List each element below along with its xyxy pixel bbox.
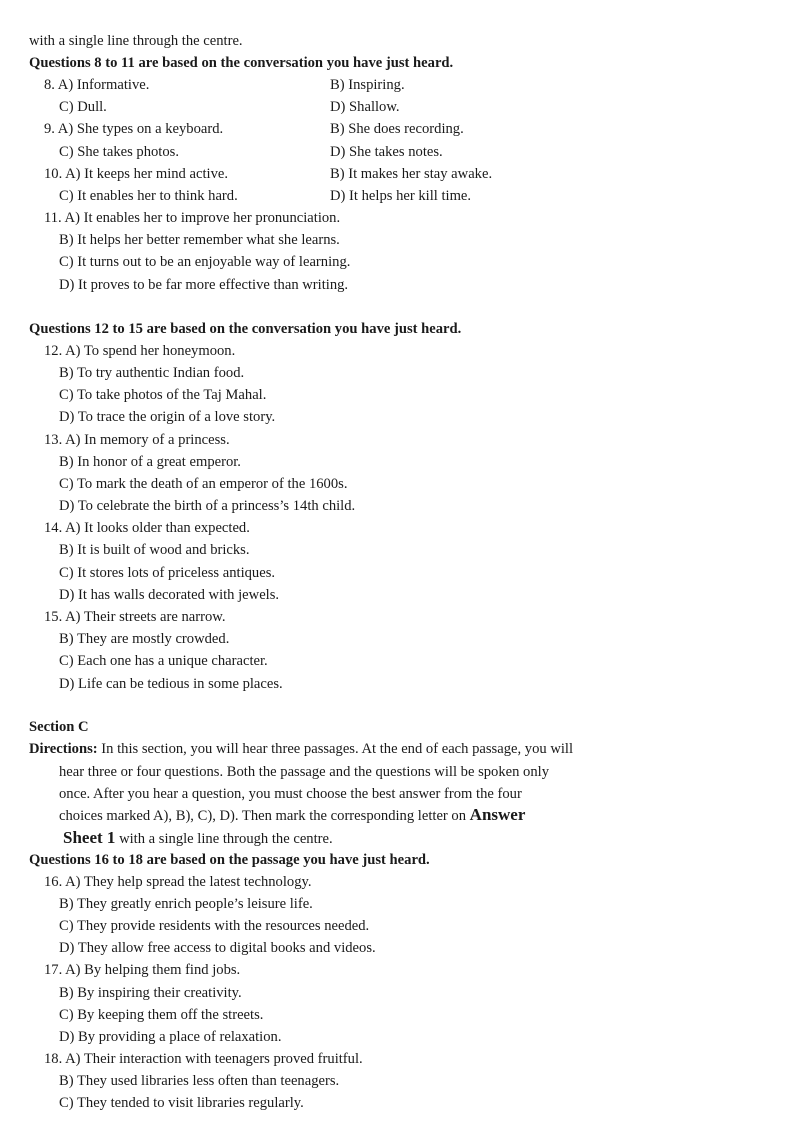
group-heading-12-15: Questions 12 to 15 are based on the conversation you have just heard. xyxy=(29,321,462,337)
q14-option-c: C) It stores lots of priceless antiques. xyxy=(59,565,276,581)
directions-text-4: choices marked A), B), C), D). Then mark the corresponding letter on xyxy=(59,808,470,824)
q15-option-d: D) Life can be tedious in some places. xyxy=(59,676,283,692)
q13-option-c: C) To mark the death of an emperor of the 1600s. xyxy=(59,476,348,492)
q9-option-d: D) She takes notes. xyxy=(330,144,443,160)
q11-option-d: D) It proves to be far more effective than writing. xyxy=(59,277,349,293)
group-heading-8-11: Questions 8 to 11 are based on the conversation you have just heard. xyxy=(29,55,454,71)
directions-line-5 xyxy=(63,829,333,848)
q12-option-c: C) To take photos of the Taj Mahal. xyxy=(59,387,267,403)
q13-option-b: B) In honor of a great emperor. xyxy=(59,454,241,470)
q12-option-d: D) To trace the origin of a love story. xyxy=(59,409,276,425)
directions-label: Directions: xyxy=(29,741,98,757)
q16-option-c: C) They provide residents with the resources needed. xyxy=(59,918,370,934)
q13-option-a: 13. A) In memory of a princess. xyxy=(44,432,230,448)
q11-option-a: 11. A) It enables her to improve her pronunciation. xyxy=(44,210,341,226)
q16-option-d: D) They allow free access to digital books and videos. xyxy=(59,940,376,956)
q15-option-a: 15. A) Their streets are narrow. xyxy=(44,609,226,625)
group-heading-16-18: Questions 16 to 18 are based on the passage you have just heard. xyxy=(29,852,430,868)
q11-option-b: B) It helps her better remember what she learns. xyxy=(59,232,340,248)
q14-option-d: D) It has walls decorated with jewels. xyxy=(59,587,280,603)
directions-line-4 xyxy=(59,806,525,825)
q10-option-d: D) It helps her kill time. xyxy=(330,188,472,204)
q8-option-c: C) Dull. xyxy=(59,99,107,115)
q9-option-a: 9. A) She types on a keyboard. xyxy=(44,121,224,137)
q18-option-a: 18. A) Their interaction with teenagers proved fruitful. xyxy=(44,1051,363,1067)
q17-option-d: D) By providing a place of relaxation. xyxy=(59,1029,282,1045)
q14-option-b: B) It is built of wood and bricks. xyxy=(59,542,250,558)
directions-line-3: once. After you hear a question, you must choose the best answer from the four xyxy=(59,786,522,802)
q12-option-a: 12. A) To spend her honeymoon. xyxy=(44,343,236,359)
q8-option-b: B) Inspiring. xyxy=(330,77,405,93)
q8-option-a: 8. A) Informative. xyxy=(44,77,150,93)
q16-option-b: B) They greatly enrich people’s leisure life. xyxy=(59,896,313,912)
q18-option-b: B) They used libraries less often than teenagers. xyxy=(59,1073,340,1089)
directions-line-2: hear three or four questions. Both the passage and the questions will be spoken only xyxy=(59,764,550,780)
answer-word: Answer xyxy=(469,805,526,824)
q13-option-d: D) To celebrate the birth of a princess’s 14th child. xyxy=(59,498,356,514)
q10-option-c: C) It enables her to think hard. xyxy=(59,188,238,204)
q15-option-c: C) Each one has a unique character. xyxy=(59,653,268,669)
q15-option-b: B) They are mostly crowded. xyxy=(59,631,230,647)
q11-option-c: C) It turns out to be an enjoyable way of learning. xyxy=(59,254,351,270)
q10-option-b: B) It makes her stay awake. xyxy=(330,166,493,182)
q14-option-a: 14. A) It looks older than expected. xyxy=(44,520,250,536)
q10-option-a: 10. A) It keeps her mind active. xyxy=(44,166,228,182)
intro-line: with a single line through the centre. xyxy=(29,33,243,49)
q8-option-d: D) Shallow. xyxy=(330,99,400,115)
q9-option-b: B) She does recording. xyxy=(330,121,464,137)
directions-text-1: In this section, you will hear three passages. At the end of each passage, you will xyxy=(97,741,574,757)
q16-option-a: 16. A) They help spread the latest technology. xyxy=(44,874,312,890)
q9-option-c: C) She takes photos. xyxy=(59,144,179,160)
q17-option-b: B) By inspiring their creativity. xyxy=(59,985,242,1001)
q18-option-c: C) They tended to visit libraries regularly. xyxy=(59,1095,304,1111)
directions-text-5: with a single line through the centre. xyxy=(115,831,333,847)
q17-option-a: 17. A) By helping them find jobs. xyxy=(44,962,241,978)
directions-line-1 xyxy=(29,740,573,758)
q17-option-c: C) By keeping them off the streets. xyxy=(59,1007,264,1023)
section-c-title: Section C xyxy=(29,719,89,735)
q12-option-b: B) To try authentic Indian food. xyxy=(59,365,245,381)
sheet-word: Sheet 1 xyxy=(63,828,116,847)
